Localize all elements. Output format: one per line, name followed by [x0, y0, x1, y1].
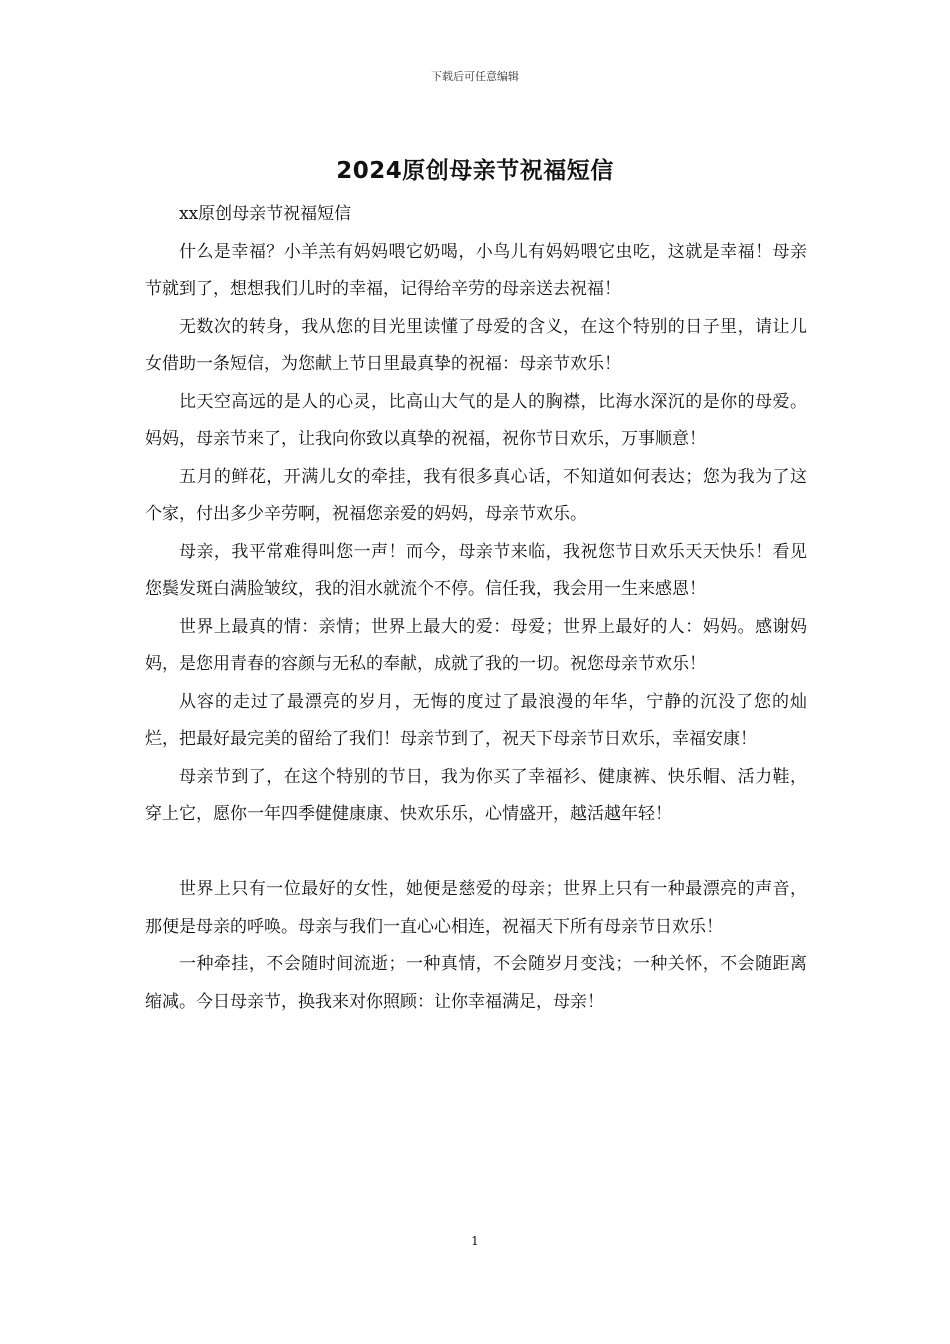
paragraph: 无数次的转身，我从您的目光里读懂了母爱的含义，在这个特别的日子里，请让儿女借助一条短信，为您献上节日里最真挚的祝福：母亲节欢乐！ [145, 316, 807, 374]
paragraph: 母亲，我平常难得叫您一声！而今，母亲节来临，我祝您节日欢乐天天快乐！看见您鬓发斑白满脸皱纹，我的泪水就流个不停。信任我，我会用一生来感恩！ [145, 541, 807, 599]
paragraph: 从容的走过了最漂亮的岁月，无悔的度过了最浪漫的年华，宁静的沉没了您的灿烂，把最好最完美的留给了我们！母亲节到了，祝天下母亲节日欢乐，幸福安康！ [145, 691, 807, 749]
paragraph-subtitle: xx原创母亲节祝福短信 [179, 204, 352, 224]
header-note: 下载后可任意编辑 [431, 70, 519, 83]
paragraph: 什么是幸福？小羊羔有妈妈喂它奶喝，小鸟儿有妈妈喂它虫吃，这就是幸福！母亲节就到了，想想我们儿时的幸福，记得给辛劳的母亲送去祝福！ [145, 241, 807, 299]
document-title: 2024原创母亲节祝福短信 [336, 158, 614, 184]
paragraph: 一种牵挂，不会随时间流逝；一种真情，不会随岁月变浅；一种关怀，不会随距离缩减。今日母亲节，换我来对你照顾：让你幸福满足，母亲！ [145, 954, 807, 1012]
paragraph: 五月的鲜花，开满儿女的牵挂，我有很多真心话，不知道如何表达；您为我为了这个家，付出多少辛劳啊，祝福您亲爱的妈妈，母亲节欢乐。 [145, 466, 807, 524]
paragraph: 世界上只有一位最好的女性，她便是慈爱的母亲；世界上只有一种最漂亮的声音，那便是母亲的呼唤。母亲与我们一直心心相连，祝福天下所有母亲节日欢乐！ [145, 879, 807, 937]
page-number: 1 [471, 1234, 479, 1248]
blank-line [145, 834, 807, 872]
document-body [145, 196, 807, 1021]
paragraph: 世界上最真的情：亲情；世界上最大的爱：母爱；世界上最好的人：妈妈。感谢妈妈，是您用青春的容颜与无私的奉献，成就了我的一切。祝您母亲节欢乐！ [145, 616, 807, 674]
paragraph: 母亲节到了，在这个特别的节日，我为你买了幸福衫、健康裤、快乐帽、活力鞋，穿上它，愿你一年四季健健康康、快欢乐乐，心情盛开，越活越年轻！ [145, 766, 807, 824]
paragraph: 比天空高远的是人的心灵，比高山大气的是人的胸襟，比海水深沉的是你的母爱。妈妈，母亲节来了，让我向你致以真挚的祝福，祝你节日欢乐，万事顺意！ [145, 391, 807, 449]
